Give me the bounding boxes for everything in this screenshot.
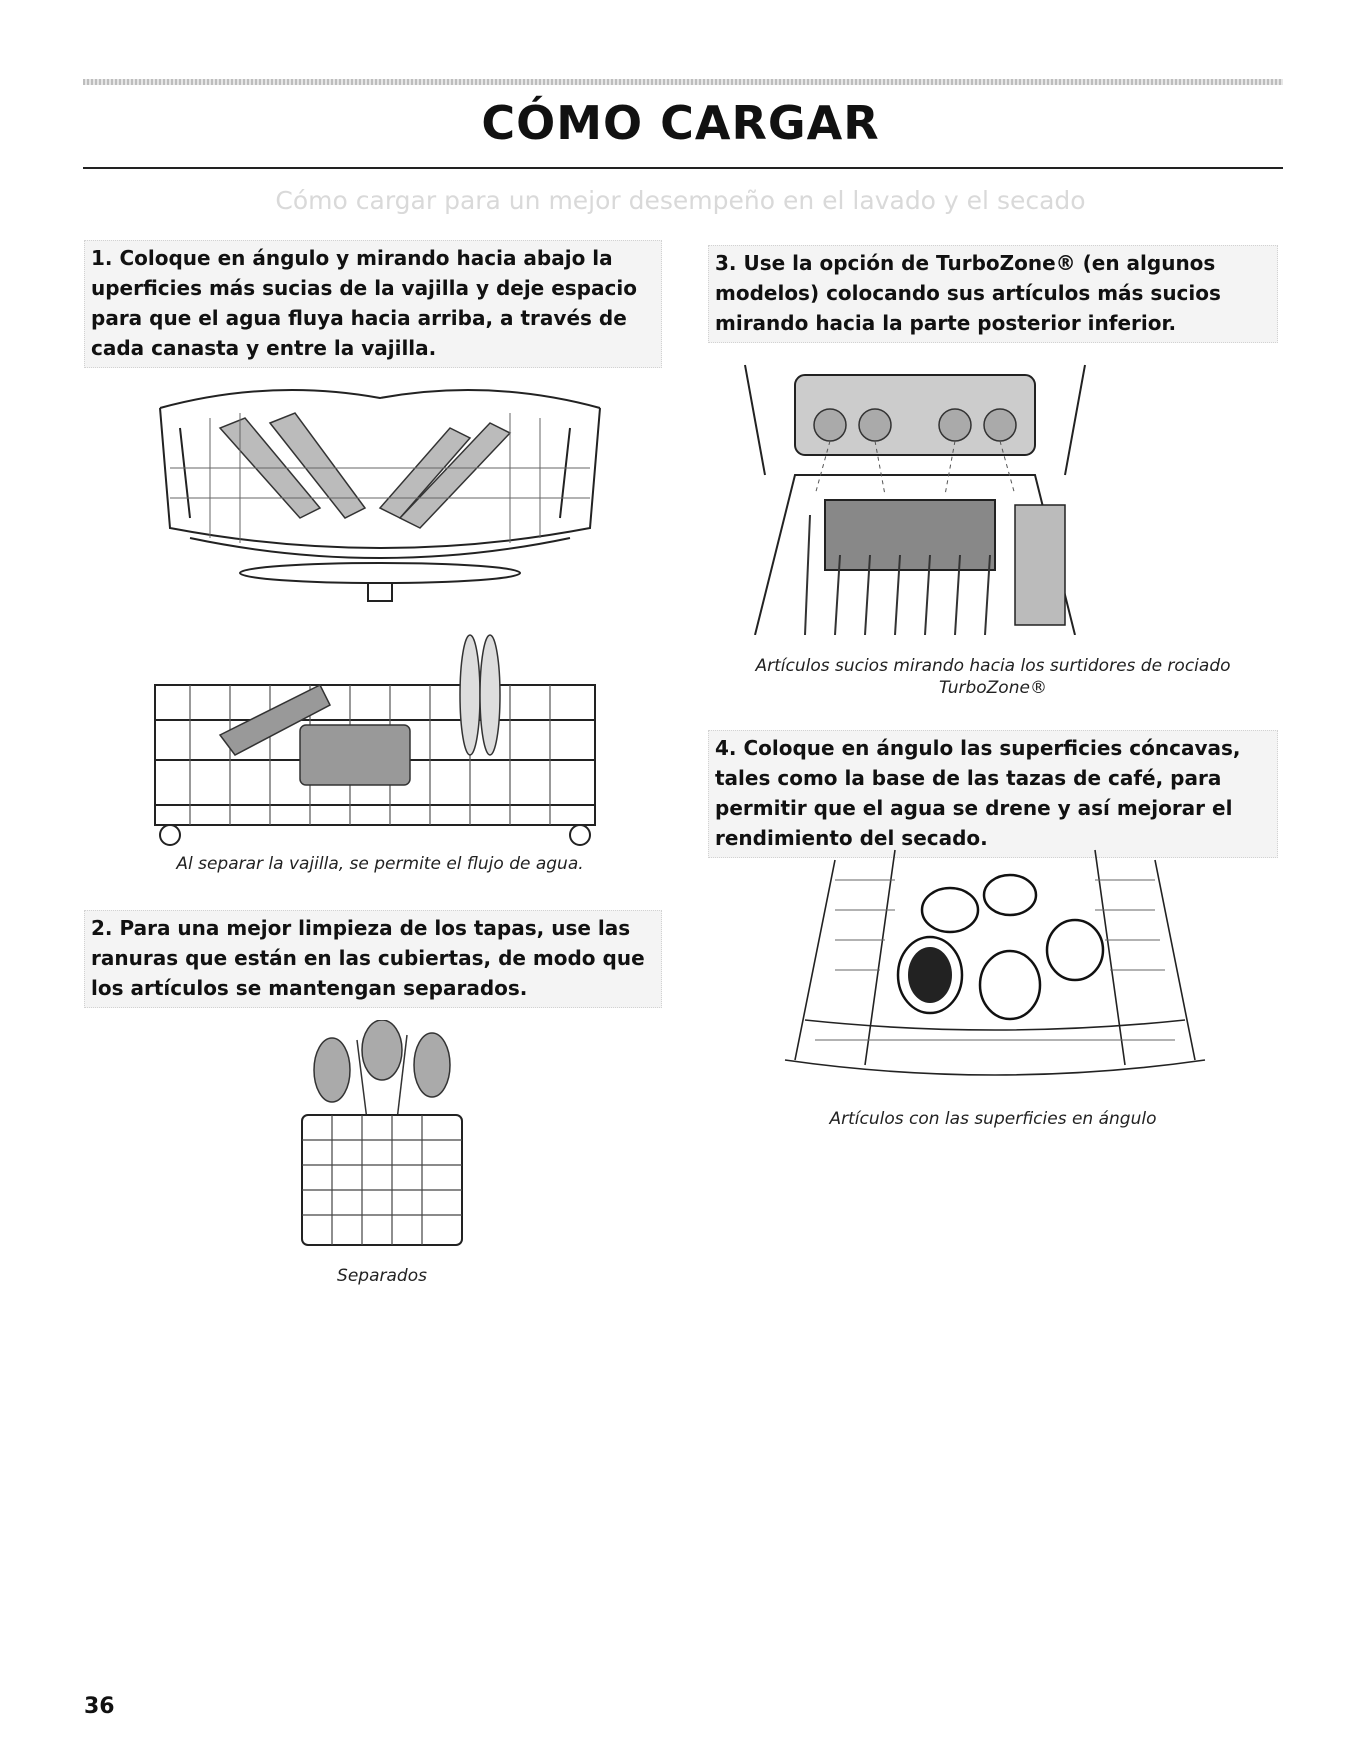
- caption-separated: Separados: [337, 1266, 427, 1286]
- page-title: CÓMO CARGAR: [481, 96, 880, 150]
- turbozone-illustration: [735, 355, 1095, 635]
- caption-water-flow: Al separar la vajilla, se permite el flujo de agua.: [176, 854, 584, 874]
- page-number: 36: [84, 1694, 115, 1719]
- lower-rack-illustration: [150, 625, 610, 850]
- title-rule: [83, 167, 1283, 169]
- caption-turbozone: [708, 655, 1278, 699]
- step-2-text: 2. Para una mejor limpieza de los tapas, use las ranuras que están en las cubiertas, de modo que los artículos se mantengan separados.: [84, 910, 662, 1008]
- upper-rack-illustration: [150, 368, 610, 608]
- caption-angled-surfaces: Artículos con las superficies en ángulo: [829, 1109, 1157, 1129]
- page-subtitle: Cómo cargar para un mejor desempeño en el lavado y el secado: [275, 186, 1086, 215]
- silverware-basket-illustration: [282, 1020, 482, 1260]
- caption-turbozone-line-2: TurboZone®: [939, 678, 1047, 698]
- caption-turbozone-line-1: Artículos sucios mirando hacia los surtidores de rociado: [755, 656, 1231, 676]
- angled-cups-illustration: [775, 840, 1215, 1090]
- step-1-text: 1. Coloque en ángulo y mirando hacia abajo la uperficies más sucias de la vajilla y deje espacio para que el agua fluya hacia arriba, a través de cada canasta y entre la vajilla.: [84, 240, 662, 368]
- step-4-text: 4. Coloque en ángulo las superficies cóncavas, tales como la base de las tazas de café, para permitir que el agua se drene y así mejorar el rendimiento del secado.: [708, 730, 1278, 858]
- step-3-text: 3. Use la opción de TurboZone® (en algunos modelos) colocando sus artículos más sucios mirando hacia la parte posterior inferior.: [708, 245, 1278, 343]
- top-decorative-rule: [83, 79, 1283, 85]
